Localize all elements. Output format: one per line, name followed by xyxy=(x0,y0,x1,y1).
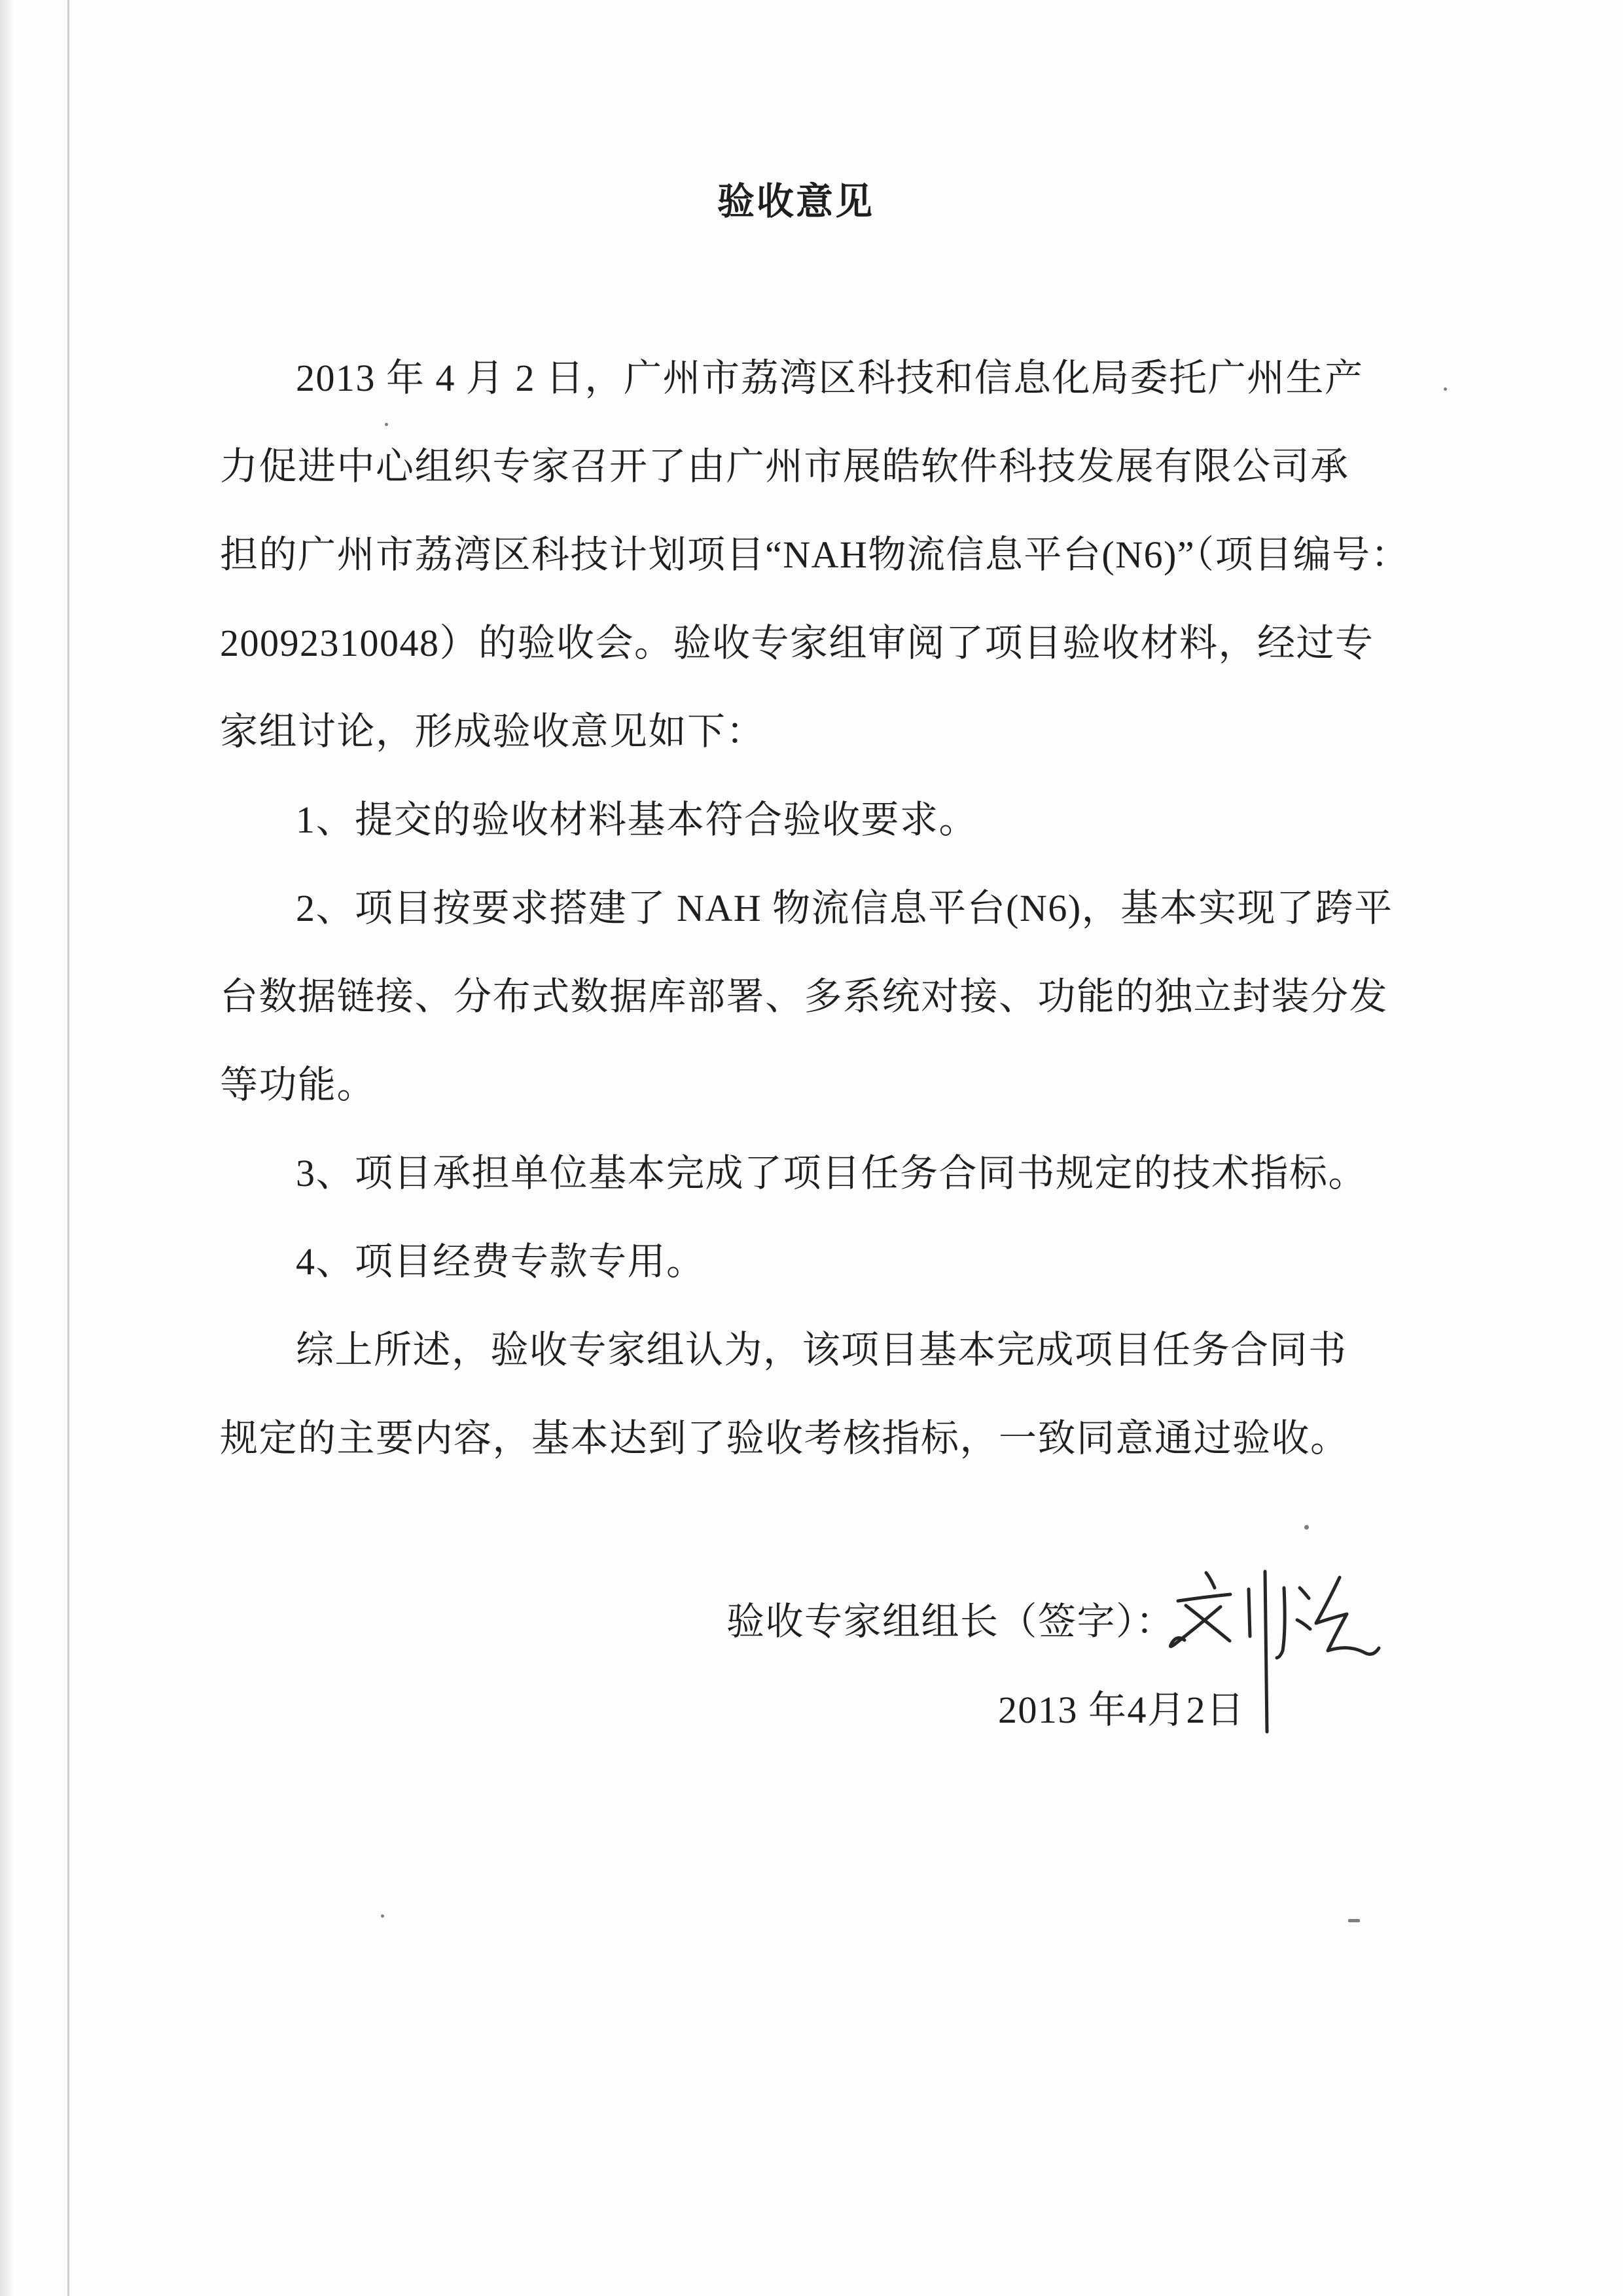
opinion-item-4 xyxy=(220,1217,1529,1306)
scan-speck xyxy=(381,1914,384,1918)
text-line: 力促进中心组织专家召开了由广州市展皓软件科技发展有限公司承 xyxy=(220,445,1349,488)
text-line: 4、项目经费专款专用。 xyxy=(296,1240,705,1283)
text-line: 1、提交的验收材料基本符合验收要求。 xyxy=(296,798,978,841)
signature-stroke xyxy=(1249,1589,1250,1636)
signature-label: 验收专家组组长（签字）： xyxy=(726,1600,1175,1643)
text-line: 担的广州市荔湾区科技计划项目“NAH物流信息平台(N6)”（项目编号： xyxy=(220,533,1410,576)
signature-stroke xyxy=(1178,1594,1230,1601)
signature-stroke xyxy=(1186,1605,1230,1641)
text-line: 台数据链接、分布式数据库部署、多系统对接、功能的独立封装分发 xyxy=(220,975,1389,1018)
signature-stroke xyxy=(1297,1620,1310,1629)
scan-speck xyxy=(1348,1919,1360,1922)
signature-stroke xyxy=(1316,1577,1379,1654)
signature-stroke xyxy=(1206,1573,1215,1588)
signature-date: 2013 年4月2日 xyxy=(998,1689,1245,1731)
signature-stroke xyxy=(1277,1588,1285,1658)
signature-stroke xyxy=(1300,1588,1309,1598)
text-line: 规定的主要内容，基本达到了验收考核指标，一致同意通过验收。 xyxy=(220,1417,1349,1460)
signature-stroke xyxy=(1265,1571,1267,1732)
text-line: 2、项目按要求搭建了 NAH 物流信息平台(N6)，基本实现了跨平 xyxy=(296,887,1393,929)
text-line: 等功能。 xyxy=(220,1064,376,1106)
scan-binding-line xyxy=(67,0,69,2296)
opinion-item-2 xyxy=(220,864,1529,1129)
text-line: 2013 年 4 月 2 日，广州市荔湾区科技和信息化局委托广州生产 xyxy=(296,357,1364,399)
conclusion-paragraph xyxy=(220,1306,1529,1482)
opinion-item-1 xyxy=(220,776,1529,864)
text-line: 家组讨论，形成验收意见如下： xyxy=(220,710,766,753)
opinion-body xyxy=(220,334,1529,1482)
text-line: 综上所述，验收专家组认为，该项目基本完成项目任务合同书 xyxy=(296,1329,1347,1371)
document-title: 验收意见 xyxy=(717,181,874,223)
intro-paragraph xyxy=(220,334,1529,776)
opinion-item-3 xyxy=(220,1129,1529,1217)
text-line: 20092310048）的验收会。验收专家组审阅了项目验收材料，经过专 xyxy=(220,622,1374,664)
text-line: 3、项目承担单位基本完成了项目任务合同书规定的技术指标。 xyxy=(296,1152,1368,1194)
scan-speck xyxy=(1304,1525,1309,1530)
scan-edge-shadow xyxy=(0,0,14,2296)
